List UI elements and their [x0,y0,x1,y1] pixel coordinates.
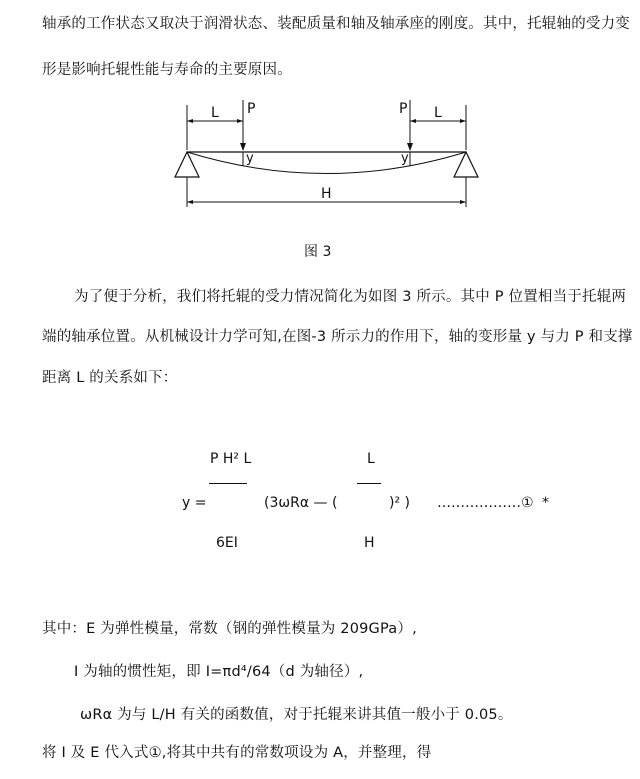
support-right [454,152,478,177]
force-P-right-arrow [407,143,413,151]
label-L-right: L [434,105,442,121]
equation-lhs: y = [182,495,207,511]
figure-caption: 图 3 [304,244,332,260]
definition-e-line: 其中：E 为弹性模量，常数（钢的弹性模量为 209GPa）, [42,621,417,637]
equation-denominator: 6EI [216,535,238,551]
force-P-left-arrow [240,143,246,151]
paragraph-2-line-3: 距离 L 的关系如下： [42,370,178,386]
support-left [175,152,199,177]
dim-arrow [410,119,416,123]
dim-arrow [187,119,193,123]
label-L-left: L [211,105,219,121]
deflection-curve [187,152,466,174]
paragraph-1-line-2: 形是影响托辊性能与寿命的主要原因。 [42,62,292,78]
dim-arrow [187,200,193,204]
equation-middle: (3ωRα — ( [264,495,338,511]
equation-fraction-bar [209,483,247,484]
definition-i-line: I 为轴的惯性矩，即 I=πd⁴/64（d 为轴径）, [74,664,364,680]
label-P-left: P [247,101,256,117]
dim-arrow [460,119,466,123]
equation-inner-denominator: H [364,535,375,551]
dim-arrow [460,200,466,204]
equation-numerator: P H² L [210,451,252,467]
definition-last-line: 将 I 及 E 代入式①,将其中共有的常数项设为 A，并整理，得 [42,745,432,761]
paragraph-1-line-1: 轴承的工作状态又取决于润滑状态、装配质量和轴及轴承座的刚度。其中，托辊轴的受力变 [42,16,630,32]
label-P-right: P [399,101,408,117]
paragraph-2-line-1: 为了便于分析，我们将托辊的受力情况简化为如图 3 所示。其中 P 位置相当于托辊两 [74,289,627,305]
equation-inner-fraction-bar [357,483,381,484]
label-y-left: y [246,151,254,166]
beam-diagram [160,95,490,215]
equation-star: * [542,495,549,511]
label-H: H [321,186,332,202]
equation-inner-numerator: L [367,451,375,467]
definition-w-line: ωRα 为与 L/H 有关的函数值，对于托辊来讲其值一般小于 0.05。 [80,707,513,723]
equation-power: )² ) [389,495,410,511]
equation-number-dots: ………………① [437,495,534,511]
dim-arrow [237,119,243,123]
label-y-right: y [401,151,409,166]
paragraph-2-line-2: 端的轴承位置。从机械设计力学可知,在图-3 所示力的作用下，轴的变形量 y 与力 P 和支撑 [42,329,633,345]
